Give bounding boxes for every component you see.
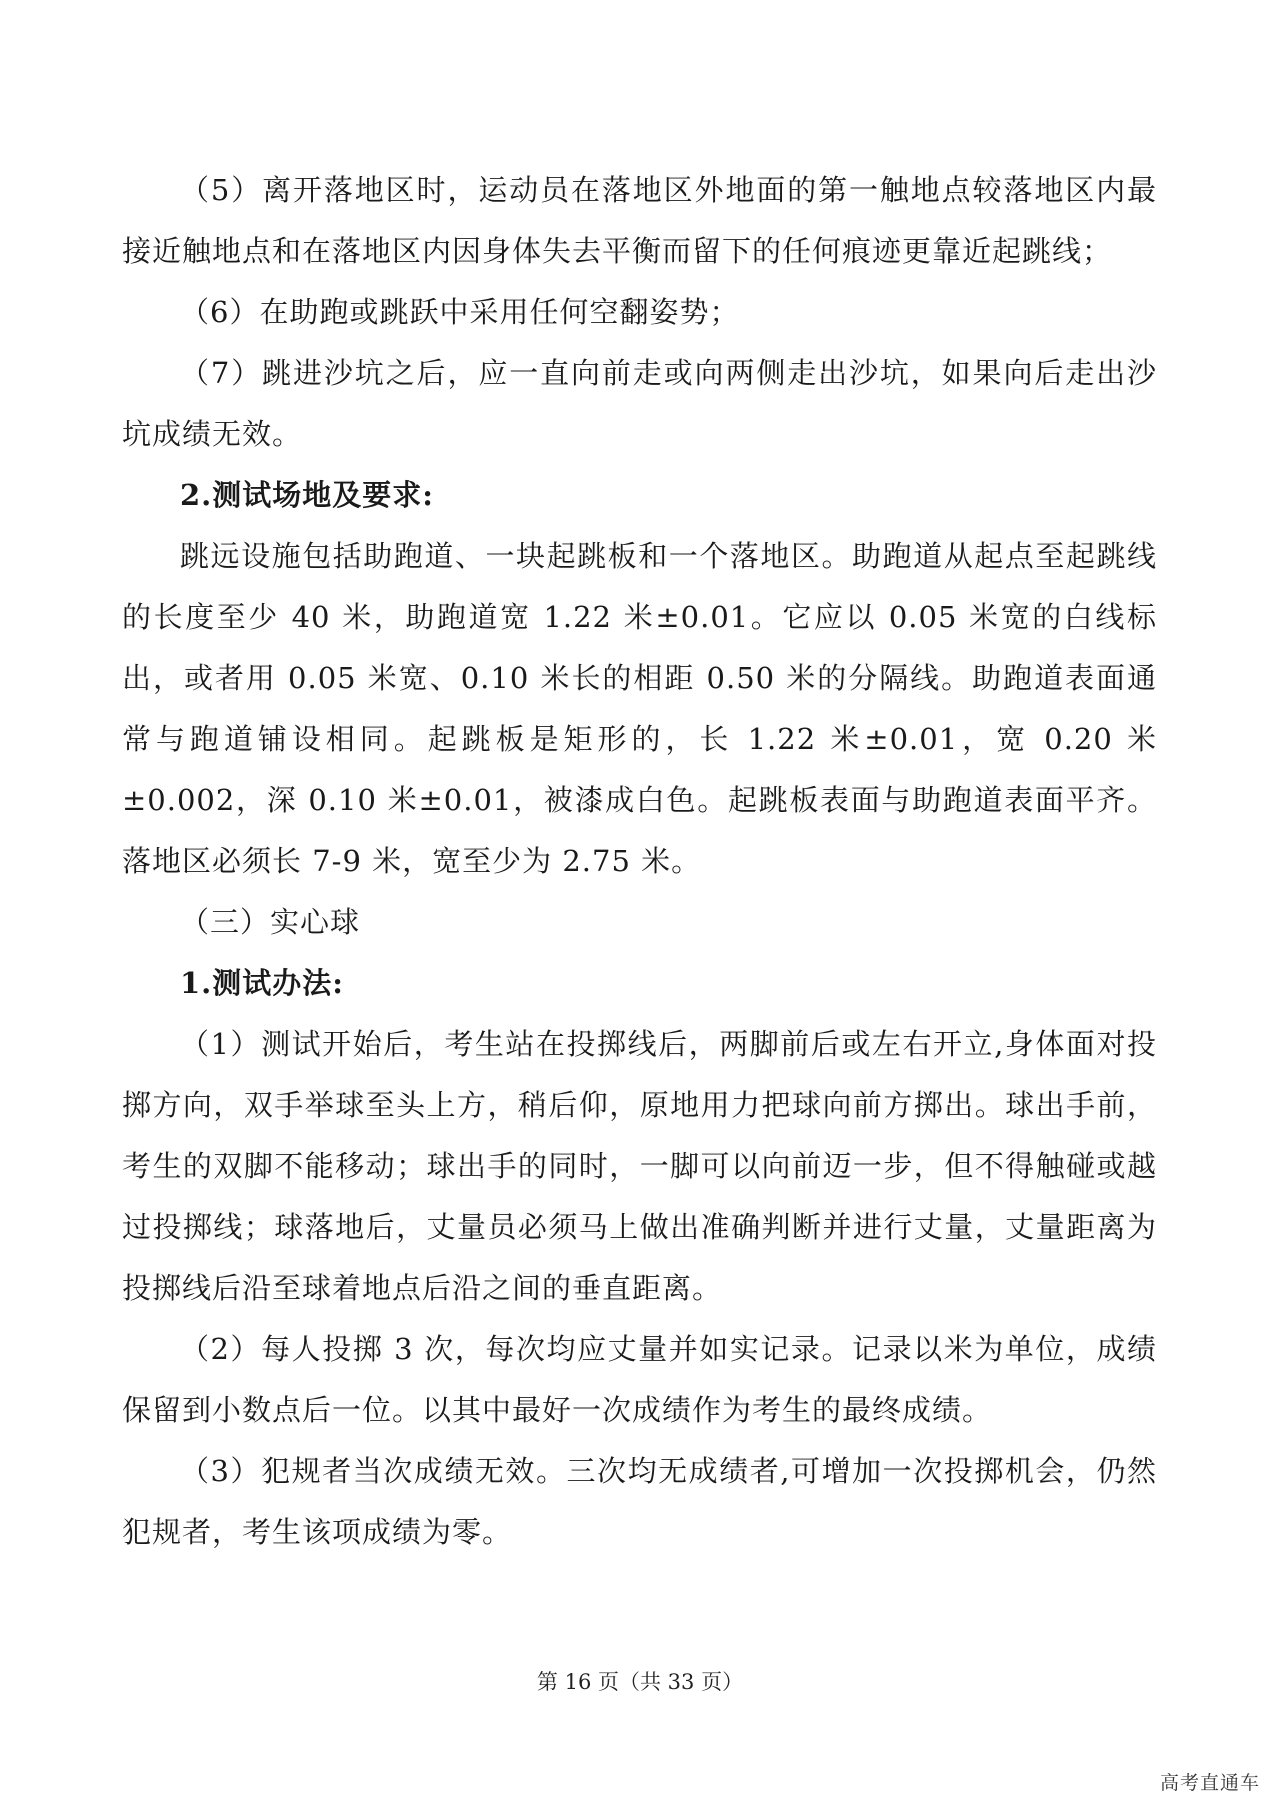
section-heading-venue: 2.测试场地及要求: [180,478,434,512]
paragraph-method-3: （3）犯规者当次成绩无效。三次均无成绩者,可增加一次投掷机会，仍然犯规者，考生该项成绩为零。 [122,1454,1157,1549]
subsection-title-medicine-ball: （三）实心球 [180,905,361,939]
page-number-footer: 第 16 页（共 33 页） [536,1670,744,1694]
paragraph-rule-5: （5）离开落地区时，运动员在落地区外地面的第一触地点较落地区内最接近触地点和在落地区内因身体失去平衡而留下的任何痕迹更靠近起跳线； [122,173,1157,268]
paragraph-venue-requirements: 跳远设施包括助跑道、一块起跳板和一个落地区。助跑道从起点至起跳线的长度至少 40 米，助跑道宽 1.22 米±0.01。它应以 0.05 米宽的白线标出，或者用 0.05 米宽、0.10 米长的相距 0.50 米的分隔线。助跑道表面通常与跑道铺设相同。起跳板是矩形的，长 1.22 米±0.01，宽 0.20 米±0.002，深 0.10 米±0.01，被漆成白色。起跳板表面与助跑道表面平齐。 落地区必须长 7-9 米，宽至少为 2.75 米。 [122,539,1157,878]
paragraph-method-1: （1）测试开始后，考生站在投掷线后，两脚前后或左右开立,身体面对投掷方向，双手举球至头上方，稍后仰，原地用力把球向前方掷出。球出手前，考生的双脚不能移动；球出手的同时，一脚可以向前迈一步，但不得触碰或越过投掷线；球落地后，丈量员必须马上做出准确判断并进行丈量，丈量距离为投掷线后沿至球着地点后沿之间的垂直距离。 [122,1027,1157,1305]
paragraph-rule-7: （7）跳进沙坑之后，应一直向前走或向两侧走出沙坑，如果向后走出沙坑成绩无效。 [122,356,1157,451]
document-body [122,160,1157,1563]
paragraph-rule-6: （6）在助跑或跳跃中采用任何空翻姿势； [180,295,740,329]
section-heading-test-method: 1.测试办法: [180,966,344,1000]
watermark-text: 高考直通车 [1159,1772,1260,1794]
paragraph-method-2: （2）每人投掷 3 次，每次均应丈量并如实记录。记录以米为单位，成绩保留到小数点后一位。以其中最好一次成绩作为考生的最终成绩。 [122,1332,1157,1427]
